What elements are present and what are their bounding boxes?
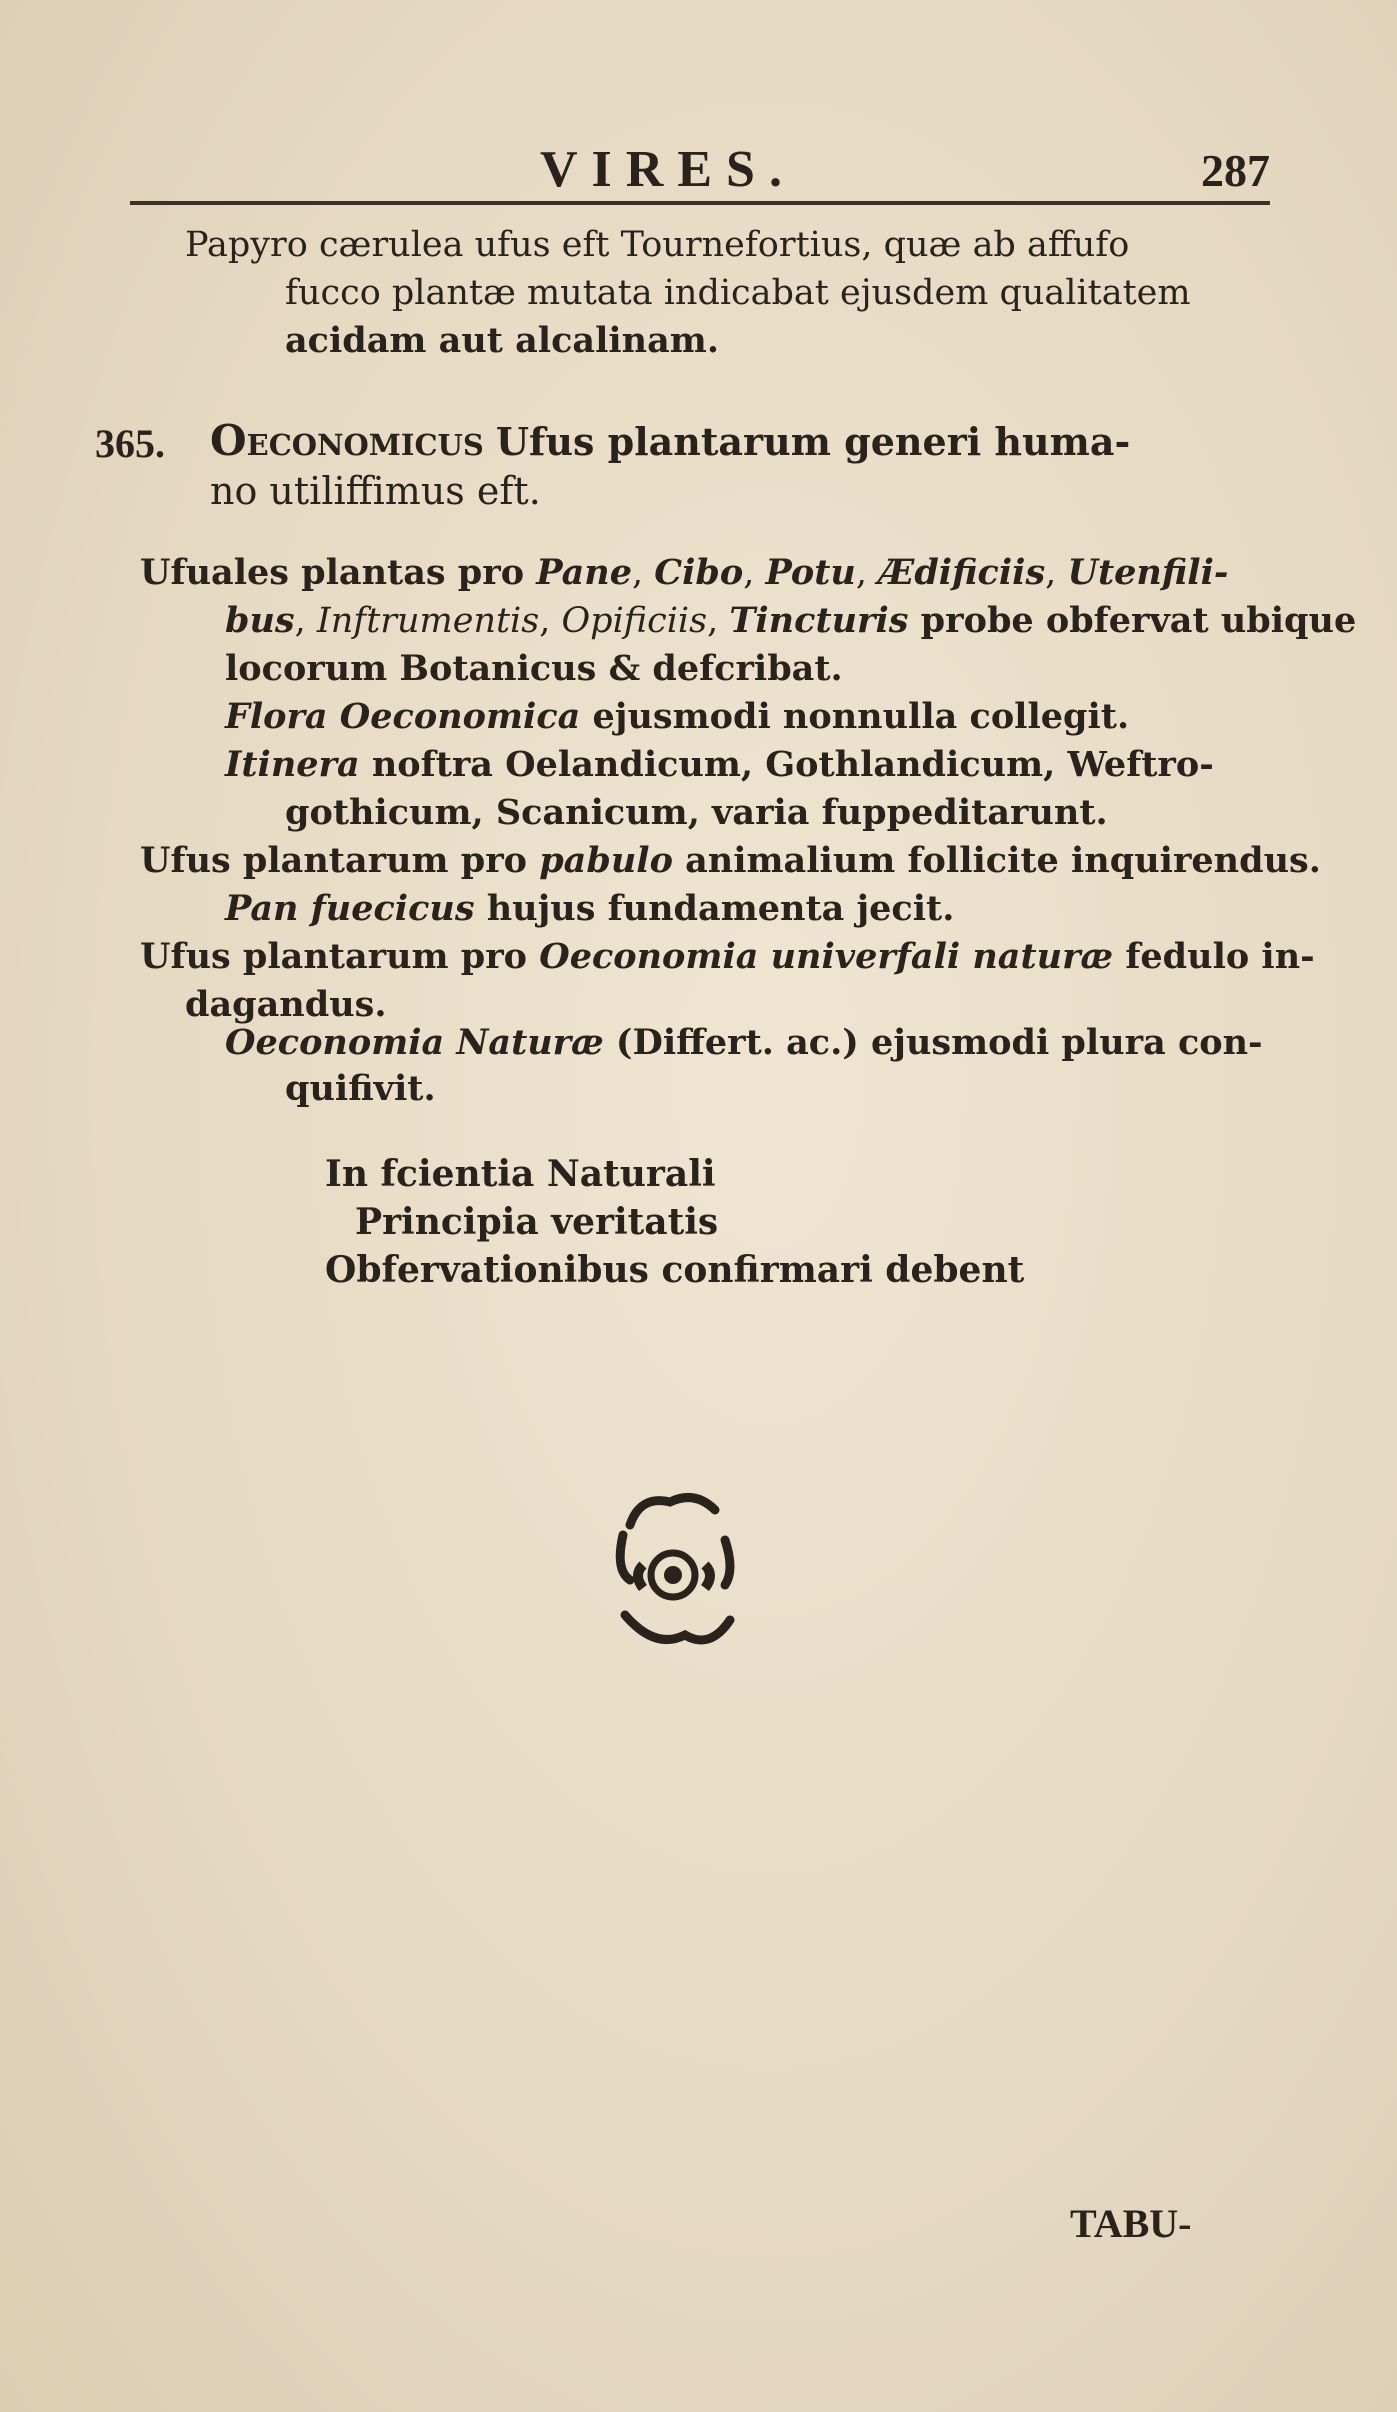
text-run: Oeconomia univerfali naturæ — [539, 936, 1114, 977]
section-number: 365. — [95, 421, 165, 466]
text-run: Cibo — [654, 552, 744, 593]
section-heading-rest: Ufus plantarum generi huma- — [495, 419, 1131, 464]
para-2 — [225, 694, 1129, 740]
para-7-line-1 — [225, 1020, 1263, 1066]
text-run: hujus fundamenta jecit. — [474, 888, 955, 929]
para-3-line-2: gothicum, Scanicum, varia fuppeditarunt. — [285, 792, 1108, 833]
text-run: Flora Oeconomica — [225, 696, 581, 737]
text-run: noftra Oelandicum, Gothlandicum, Weftro- — [359, 744, 1214, 785]
text-run: , — [1045, 553, 1068, 593]
para-1-line-2 — [225, 598, 1356, 644]
para-6-line-2: dagandus. — [185, 984, 387, 1025]
text-run: Ufus plantarum pro — [140, 840, 540, 881]
header-rule — [130, 201, 1270, 205]
para-1-line-1 — [140, 550, 1228, 596]
motto-line-2: Principia veritatis — [355, 1201, 719, 1243]
text-run: bus — [225, 600, 295, 641]
text-run: Opificiis — [561, 601, 708, 641]
section-heading — [210, 418, 1130, 465]
text-run: Itinera — [225, 744, 360, 785]
page-header — [130, 140, 1270, 202]
text-run: , — [294, 601, 317, 641]
printers-flower-ornament-icon — [585, 1480, 760, 1665]
text-run: pabulo — [539, 840, 673, 881]
line-3: acidam aut alcalinam. — [285, 320, 720, 361]
text-run: Ædificiis — [878, 552, 1046, 593]
section-heading-cont: no utiliffimus eft. — [210, 469, 541, 513]
section-heading-smallcaps: Oeconomicus — [210, 416, 484, 465]
para-6-line-1 — [140, 934, 1315, 980]
para-3-line-1 — [225, 742, 1214, 788]
text-run: Oeconomia Naturæ — [225, 1022, 604, 1063]
motto-line-1: In fcientia Naturali — [325, 1153, 716, 1195]
text-run: (Differt. ac.) ejusmodi plura con- — [603, 1022, 1263, 1063]
text-run: , — [743, 553, 766, 593]
motto-line-3: Obfervationibus confirmari debent — [325, 1249, 1025, 1291]
para-1-line-3: locorum Botanicus & defcribat. — [225, 648, 843, 689]
text-run: , — [539, 601, 562, 641]
text-run: animalium follicite inquirendus. — [672, 840, 1321, 881]
text-run: Potu — [765, 552, 856, 593]
line-1: Papyro cærulea ufus eft Tournefortius, quæ ab affufo — [185, 225, 1130, 265]
para-5 — [225, 886, 954, 932]
para-7-line-2: quifivit. — [285, 1068, 436, 1109]
text-run: ejusmodi nonnulla collegit. — [580, 696, 1130, 737]
text-run: , — [632, 553, 655, 593]
page-number: 287 — [1201, 145, 1270, 196]
text-run: fedulo in- — [1113, 936, 1315, 977]
text-run: Utenfili- — [1067, 552, 1229, 593]
text-run: Inftrumentis — [316, 601, 540, 641]
para-4 — [140, 838, 1321, 884]
text-run: Pan fuecicus — [225, 888, 475, 929]
text-run: Tincturis — [729, 600, 909, 641]
text-run: Ufus plantarum pro — [140, 936, 540, 977]
text-run: , — [707, 601, 730, 641]
text-run: , — [855, 553, 879, 593]
text-run: Pane — [536, 552, 633, 593]
text-run: Ufuales plantas pro — [140, 552, 537, 593]
catchword: TABU- — [1070, 2201, 1192, 2246]
text-run: probe obfervat ubique — [908, 600, 1357, 641]
line-2: fucco plantæ mutata indicabat ejusdem qualitatem — [285, 273, 1191, 313]
running-head: VIRES. — [540, 141, 796, 198]
